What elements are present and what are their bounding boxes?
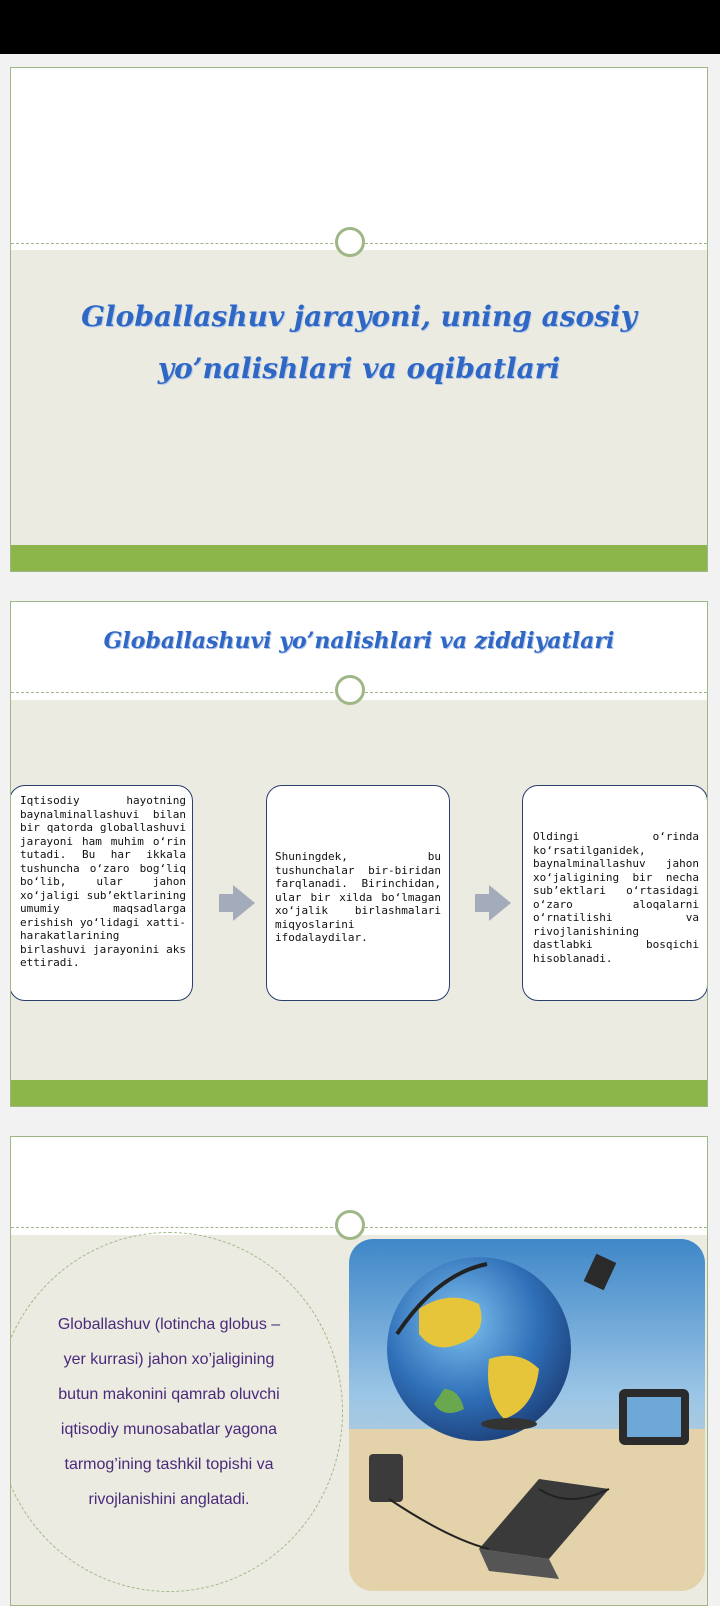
slide-1-lower-panel [11,250,707,571]
info-card-2-text: Shuningdek, bu tushunchalar bir-biridan farqlanadi. Birinchidan, ular bir xilda bo‘lmagan xo‘jalik birlashmalari miqyoslarini ifodalaydilar. [275,850,441,944]
info-card-2 [266,785,450,1001]
ring-ornament-icon [335,1210,365,1240]
definition-circle [10,1232,343,1592]
slide-1-title-line-1: Globallashuv jarayoni, uning asosiy [81,300,637,333]
slide-1[interactable] [10,67,708,572]
arrow-right-icon [233,885,255,921]
info-card-1-text: Iqtisodiy hayotning baynalminallashuvi bilan bir qatorda globallashuvi jarayoni ham muhim o‘rin tutadi. Bu har ikkala tushuncha o‘zaro bog‘liq bo‘lib, ular jahon xo‘jaligi sub’ektlarining umumiy maqsadlarga erishish yo‘lidagi xatti-harakatlarining birlashuvi jarayonini aks ettiradi. [20,794,186,969]
definition-text: Globallashuv (lotincha globus – yer kurrasi) jahon xo’jaligining butun makonini qamrab oluvchi iqtisodiy munosabatlar yagona tarmog’ining tashkil topishi va rivojlanishini anglatadi. [57,1316,281,1508]
ring-ornament-icon [335,227,365,257]
globe-network-image [349,1239,705,1591]
slide-2-footer-bar [11,1080,707,1106]
arrow-right-icon [489,885,511,921]
info-card-1 [10,785,193,1001]
slide-2[interactable] [10,601,708,1107]
ring-ornament-icon [335,675,365,705]
slide-1-footer-bar [11,545,707,571]
slide-3[interactable] [10,1136,708,1606]
info-card-3 [522,785,708,1001]
slide-1-title-line-2: yo’nalishlari va oqibatlari [157,352,561,385]
slide-2-title: Globallashuvi yo’nalishlari va ziddiyatlari [103,628,615,654]
status-bar [0,0,720,54]
info-card-3-text: Oldingi o‘rinda ko‘rsatilganidek, baynalminallashuv jahon xo‘jaligining bir necha sub’ektlari o‘rtasidagi o‘zaro aloqalarni o‘rnatilishi va rivojlanishining dastlabki bosqichi hisoblanadi. [533,830,699,965]
globe-illustration [349,1239,705,1591]
